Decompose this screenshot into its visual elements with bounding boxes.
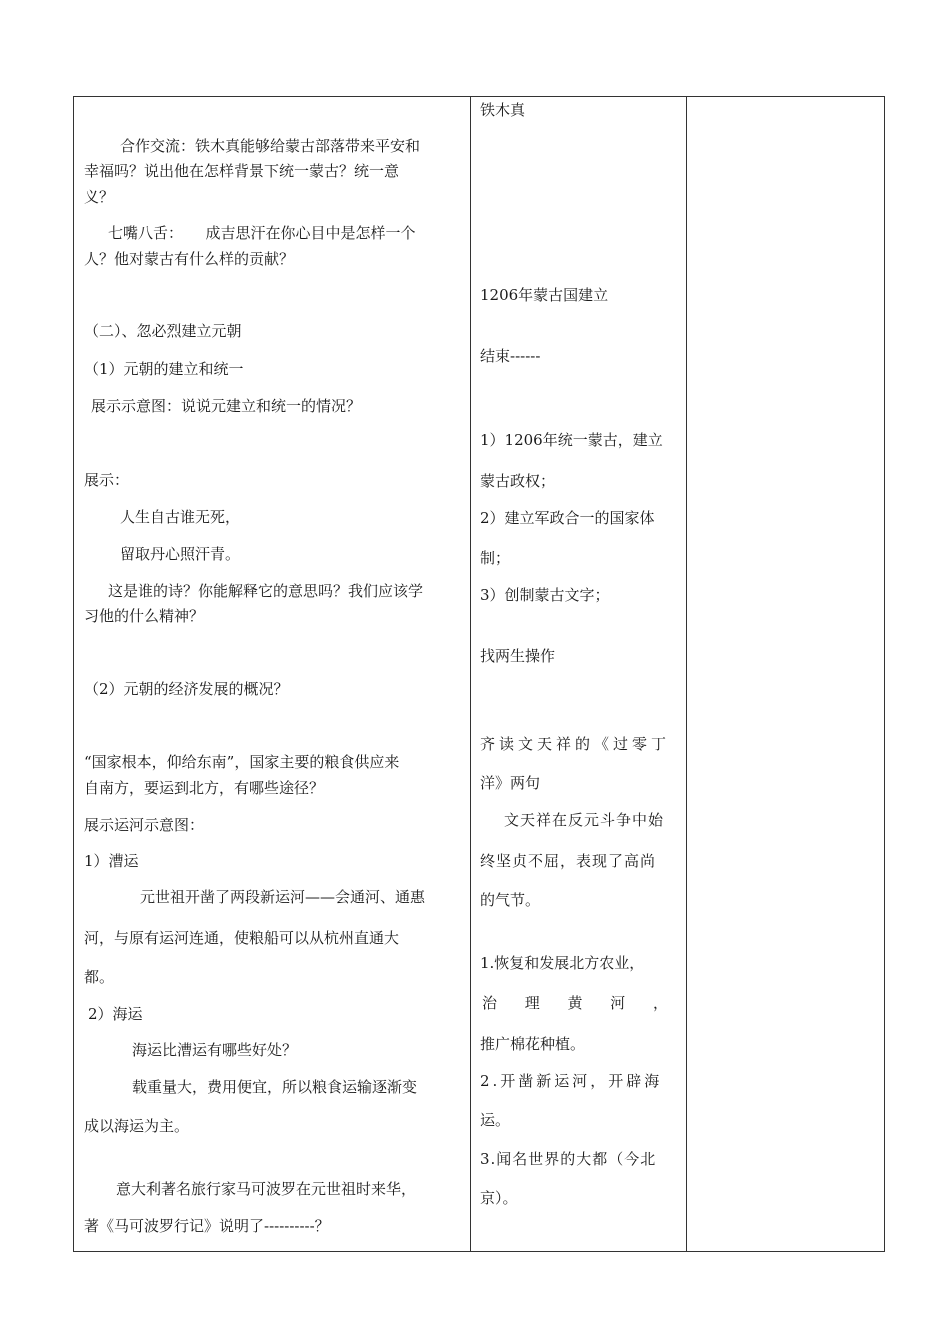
text-line: 蒙古政权； (480, 472, 556, 490)
text-line: 展示示意图：说说元建立和统一的情况？ (91, 397, 362, 415)
subsection-heading: （1）元朝的建立和统一 (84, 360, 244, 378)
text-line: 习他的什么精神？ (84, 607, 205, 625)
text-char: 黄 (567, 994, 583, 1012)
text-char: 河 (610, 994, 626, 1012)
text-line: 洋》两句 (480, 774, 541, 792)
text-line: 结束------ (480, 347, 541, 365)
text-line: 自南方，要运到北方，有哪些途径？ (84, 779, 325, 797)
column-divider-2 (686, 97, 687, 1251)
text-line: 文天祥在反元斗争中始 (504, 811, 665, 829)
text-line: 推广棉花种植。 (480, 1035, 586, 1053)
text-line: 找两生操作 (480, 647, 556, 665)
text-line: 人？他对蒙古有什么样的贡献？ (84, 250, 295, 268)
text-line: 铁木真 (480, 101, 526, 119)
poem-line: 人生自古谁无死， (120, 508, 241, 526)
text-line: 元世祖开凿了两段新运河——会通河、通惠 (140, 888, 426, 906)
text-line: 合作交流：铁木真能够给蒙古部落带来平安和 (120, 137, 421, 155)
text-line: 1206年蒙古国建立 (480, 286, 609, 304)
text-line: 的气节。 (480, 891, 541, 909)
text-char: 治 (482, 994, 498, 1012)
text-char: 理 (524, 994, 540, 1012)
text-line: 1）漕运 (84, 852, 139, 870)
text-char: ， (652, 994, 668, 1012)
poem-line: 留取丹心照汗青。 (120, 545, 241, 563)
text-line: 幸福吗？说出他在怎样背景下统一蒙古？统一意 (84, 162, 400, 180)
subsection-heading: （2）元朝的经济发展的概况？ (84, 680, 289, 698)
text-line: 齐读文天祥的《过零丁 (480, 735, 671, 753)
text-line: 著《马可波罗行记》说明了----------？ (84, 1217, 330, 1235)
text-line: 1）1206年统一蒙古，建立 (480, 431, 663, 449)
column-divider-1 (470, 97, 471, 1251)
text-line: 这是谁的诗？你能解释它的意思吗？我们应该学 (108, 582, 424, 600)
text-line: 制； (480, 549, 511, 567)
text-line: 义？ (84, 188, 115, 206)
text-line: 海运比漕运有哪些好处？ (132, 1041, 298, 1059)
text-line: 河，与原有运河连通，使粮船可以从杭州直通大 (84, 929, 400, 947)
justified-line (482, 993, 668, 1013)
text-line: 成以海运为主。 (84, 1117, 190, 1135)
text-line: 展示： (84, 471, 130, 489)
section-heading: （二）、忽必烈建立元朝 (84, 322, 242, 340)
text-line: 都。 (84, 968, 115, 986)
text-line: 京）。 (480, 1189, 518, 1207)
text-line: 展示运河示意图： (84, 816, 205, 834)
text-line: 2）海运 (88, 1005, 143, 1023)
text-line: 运。 (480, 1111, 511, 1129)
text-line: 2.开凿新运河，开辟海 (480, 1072, 663, 1090)
text-line: “国家根本，仰给东南”，国家主要的粮食供应来 (84, 753, 400, 771)
text-line: 3.闻名世界的大都（今北 (480, 1150, 657, 1168)
text-line: 3）创制蒙古文字； (480, 586, 610, 604)
text-line: 终坚贞不屈，表现了高尚 (480, 852, 657, 870)
text-line: 2）建立军政合一的国家体 (480, 509, 655, 527)
text-line: 七嘴八舌： 成吉思汗在你心目中是怎样一个 (108, 224, 416, 242)
text-line: 载重量大，费用便宜，所以粮食运输逐渐变 (132, 1078, 418, 1096)
text-line: 意大利著名旅行家马可波罗在元世祖时来华， (116, 1180, 417, 1198)
text-line: 1.恢复和发展北方农业， (480, 954, 645, 972)
